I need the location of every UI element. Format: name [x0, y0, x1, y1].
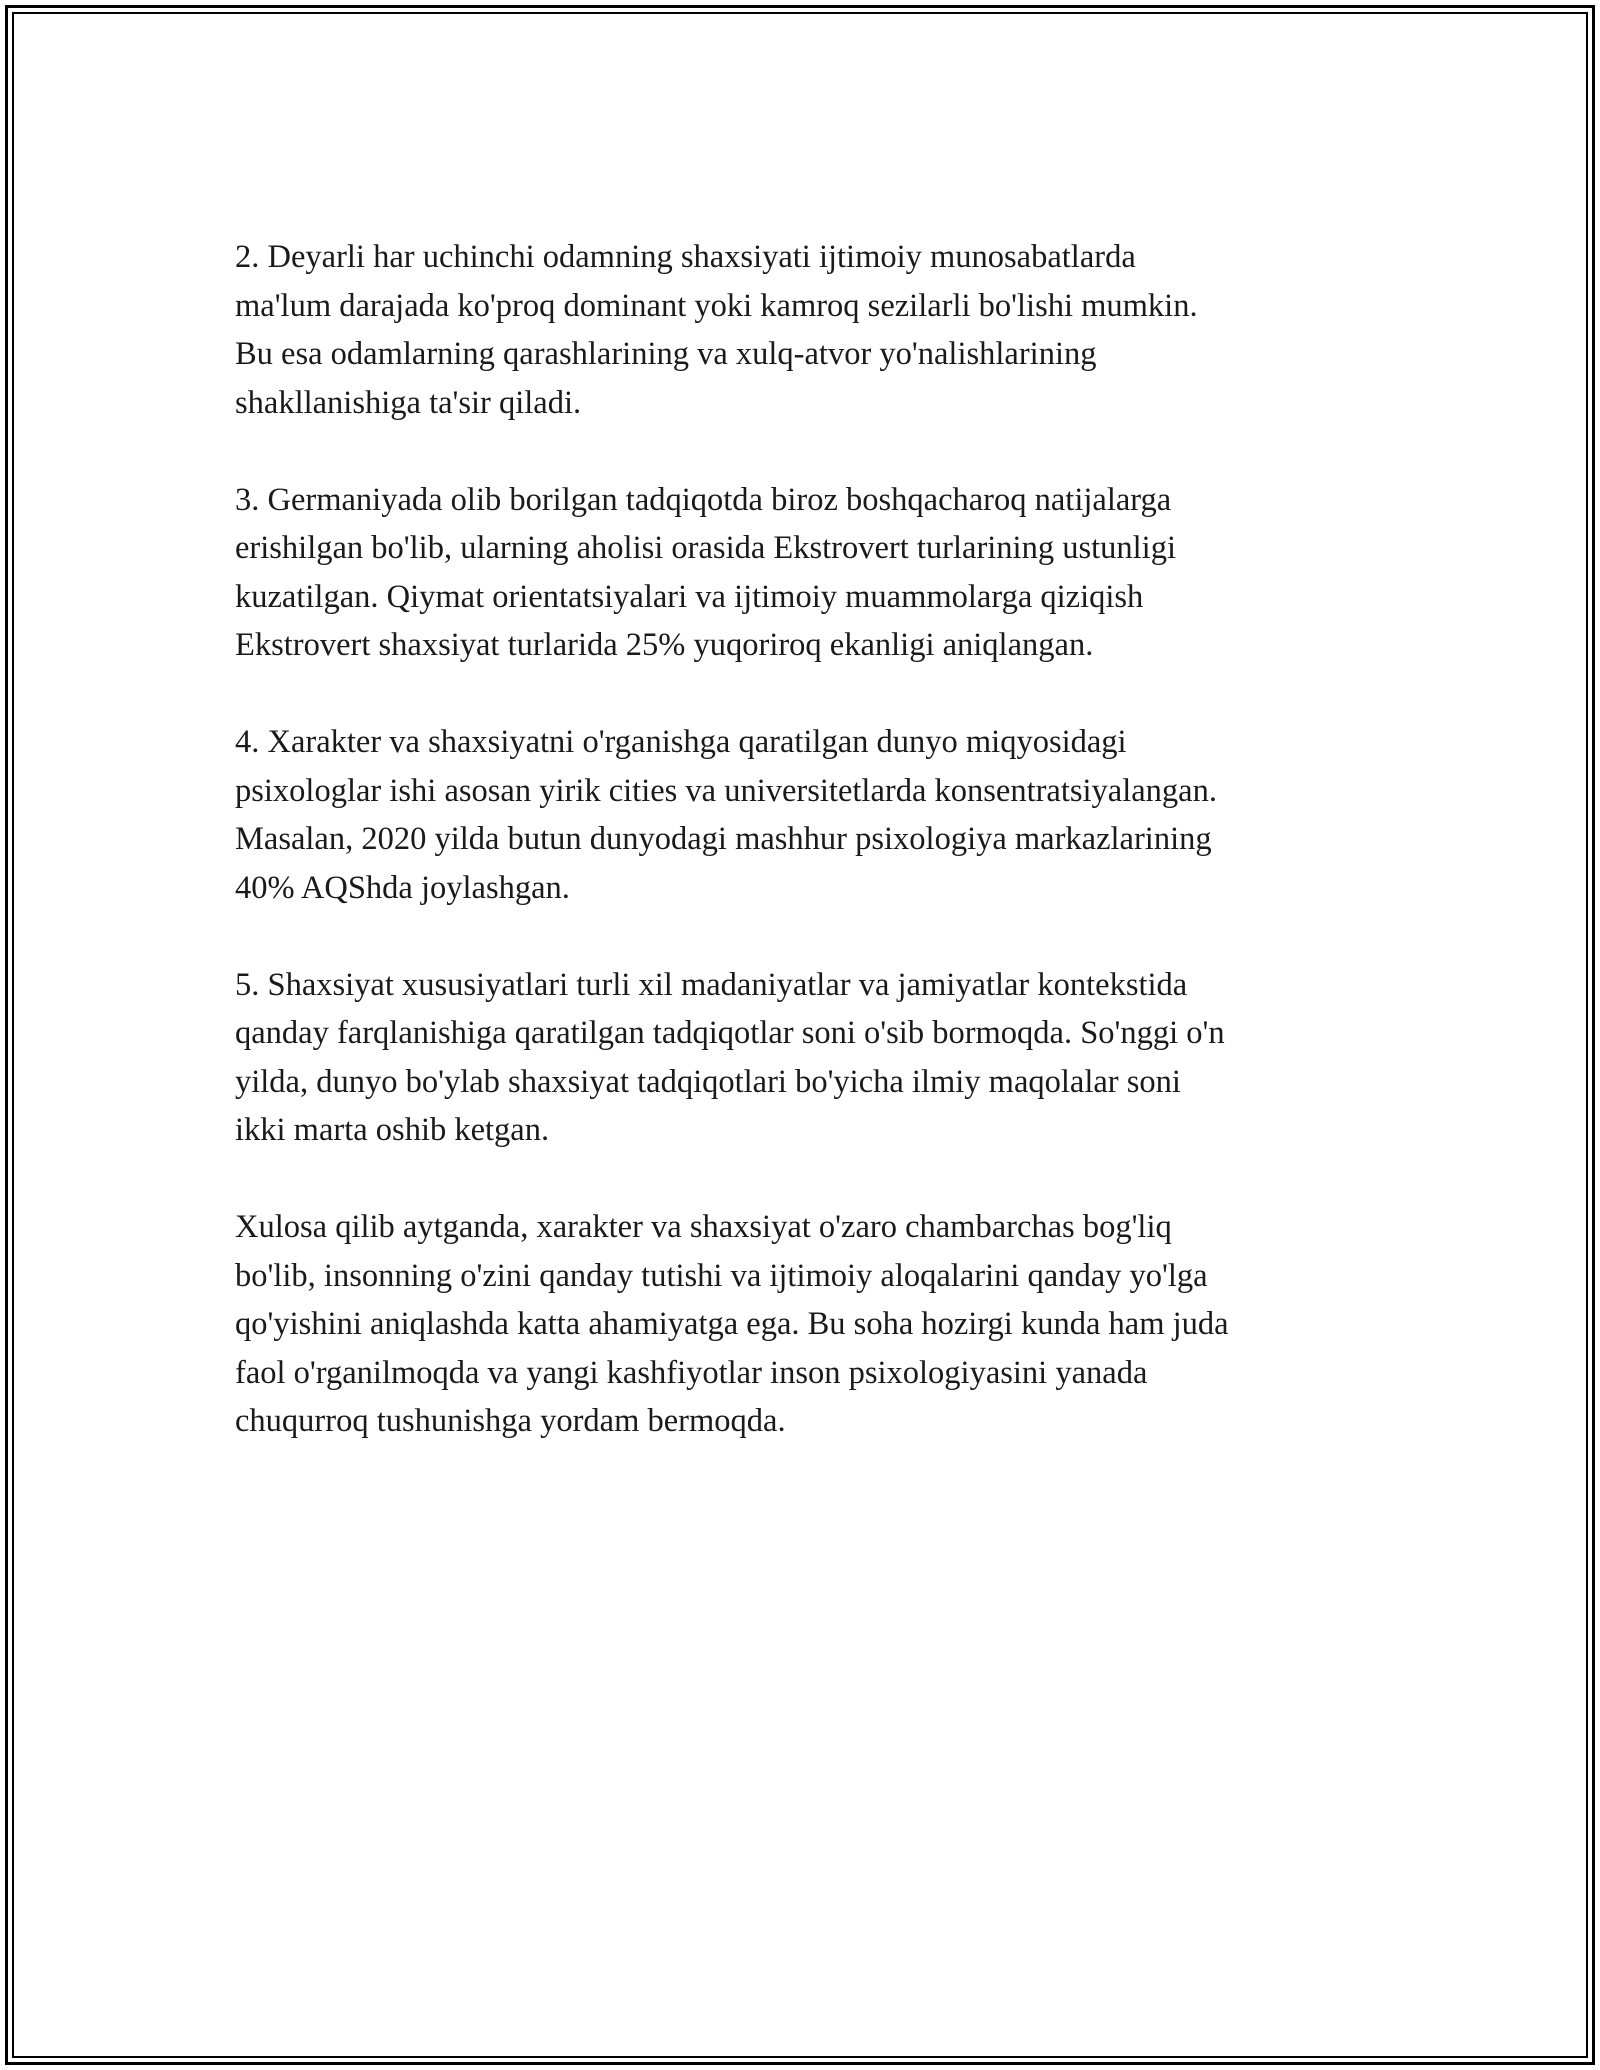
- text-line: 5. Shaxsiyat xususiyatlari turli xil madaniyatlar va jamiyatlar kontekstida: [235, 966, 1188, 1003]
- text-line: 3. Germaniyada olib borilgan tadqiqotda biroz boshqacharoq natijalarga: [235, 481, 1172, 518]
- paragraph-conclusion: [235, 1203, 1395, 1446]
- paragraph-point-2: [235, 233, 1395, 427]
- text-line: psixologlar ishi asosan yirik cities va universitetlarda konsentratsiyalangan.: [235, 772, 1217, 809]
- text-line: Xulosa qilib aytganda, xarakter va shaxsiyat o'zaro chambarchas bog'liq: [235, 1209, 1172, 1245]
- paragraph-point-3: [235, 476, 1395, 670]
- text-line: Masalan, 2020 yilda butun dunyodagi mashhur psixologiya markazlarining: [235, 821, 1212, 857]
- text-line: 4. Xarakter va shaxsiyatni o'rganishga qaratilgan dunyo miqyosidagi: [235, 724, 1127, 760]
- text-line: qanday farqlanishiga qaratilgan tadqiqotlar soni o'sib bormoqda. So'nggi o'n: [235, 1015, 1225, 1051]
- text-line: 2. Deyarli har uchinchi odamning shaxsiyati ijtimoiy munosabatlarda: [235, 239, 1136, 275]
- text-line: shakllanishiga ta'sir qiladi.: [235, 384, 582, 421]
- text-line: chuqurroq tushunishga yordam bermoqda.: [235, 1403, 786, 1439]
- paragraph-point-5: [235, 961, 1395, 1155]
- text-line: kuzatilgan. Qiymat orientatsiyalari va ijtimoiy muammolarga qiziqish: [235, 578, 1144, 615]
- text-line: Bu esa odamlarning qarashlarining va xulq-atvor yo'nalishlarining: [235, 336, 1097, 372]
- document-body: [235, 233, 1395, 1494]
- paragraph-point-4: [235, 718, 1395, 912]
- text-line: erishilgan bo'lib, ularning aholisi orasida Ekstrovert turlarining ustunligi: [235, 530, 1176, 566]
- text-line: yilda, dunyo bo'ylab shaxsiyat tadqiqotlari bo'yicha ilmiy maqolalar soni: [235, 1063, 1181, 1100]
- text-line: faol o'rganilmoqda va yangi kashfiyotlar inson psixologiyasini yanada: [235, 1354, 1148, 1391]
- text-line: ma'lum darajada ko'proq dominant yoki kamroq sezilarli bo'lishi mumkin.: [235, 287, 1198, 324]
- text-line: bo'lib, insonning o'zini qanday tutishi va ijtimoiy aloqalarini qanday yo'lga: [235, 1257, 1208, 1294]
- text-line: Ekstrovert shaxsiyat turlarida 25% yuqoriroq ekanligi aniqlangan.: [235, 627, 1094, 663]
- text-line: qo'yishini aniqlashda katta ahamiyatga ega. Bu soha hozirgi kunda ham juda: [235, 1306, 1229, 1342]
- text-line: 40% AQShda joylashgan.: [235, 869, 570, 906]
- text-line: ikki marta oshib ketgan.: [235, 1112, 550, 1148]
